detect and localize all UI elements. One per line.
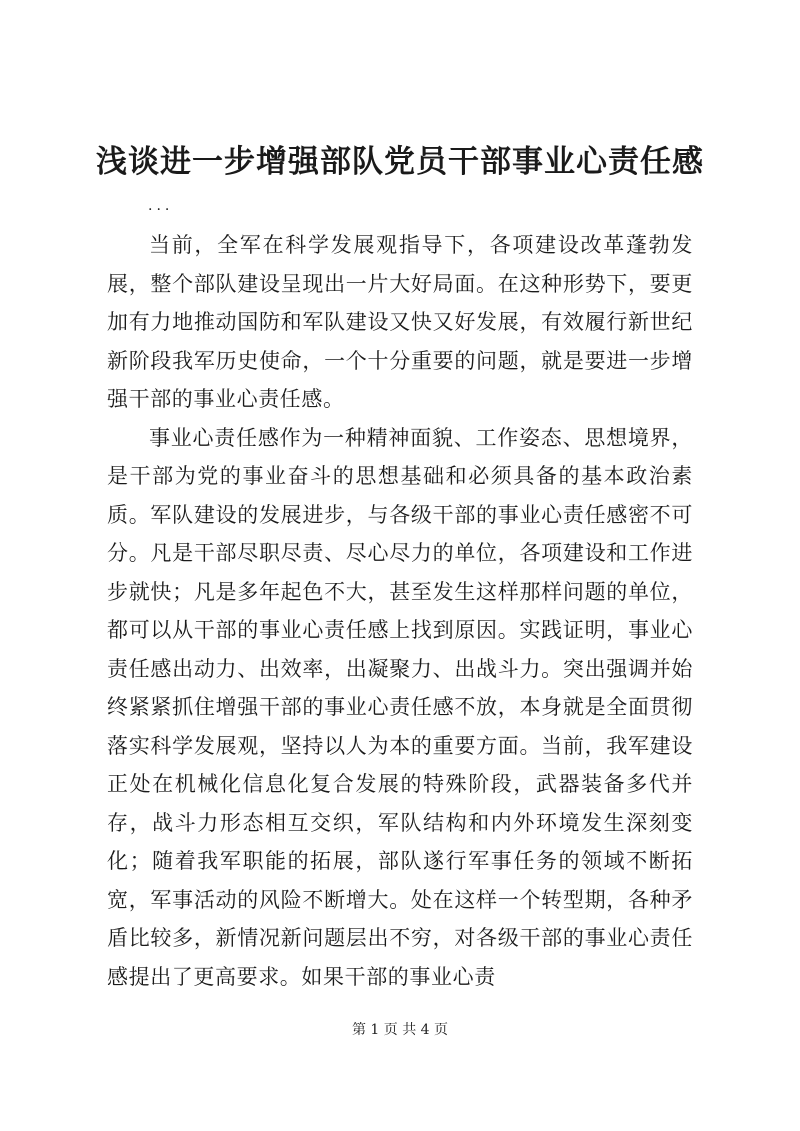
paragraph-1: 当前，全军在科学发展观指导下，各项建设改革蓬勃发展，整个部队建设呈现出一片大好局面。在这种形势下，要更加有力地推动国防和军队建设又快又好发展，有效履行新世纪新阶段我军历史使命，一个十分重要的问题，就是要进一步增强干部的事业心责任感。 <box>107 233 693 411</box>
page-footer: 第 1 页 共 4 页 <box>351 1022 449 1038</box>
ellipsis-marker: ... <box>148 198 174 214</box>
page-title: 浅谈进一步增强部队党员干部事业心责任感 <box>96 144 704 180</box>
paragraph-2: 事业心责任感作为一种精神面貌、工作姿态、思想境界，是干部为党的事业奋斗的思想基础和必须具备的基本政治素质。军队建设的发展进步，与各级干部的事业心责任感密不可分。凡是干部尽职尽责、尽心尽力的单位，各项建设和工作进步就快；凡是多年起色不大，甚至发生这样那样问题的单位，都可以从干部的事业心责任感上找到原因。实践证明，事业心责任感出动力、出效率，出凝聚力、出战斗力。突出强调并始终紧紧抓住增强干部的事业心责任感不放，本身就是全面贯彻落实科学发展观，坚持以人为本的重要方面。当前，我军建设正处在机械化信息化复合发展的特殊阶段，武器装备多代并存，战斗力形态相互交织，军队结构和内外环境发生深刻变化；随着我军职能的拓展，部队遂行军事任务的领域不断拓宽，军事活动的风险不断增大。处在这样一个转型期，各种矛盾比较多，新情况新问题层出不穷，对各级干部的事业心责任感提出了更高要求。如果干部的事业心责 <box>107 425 693 989</box>
body-text <box>107 226 693 996</box>
